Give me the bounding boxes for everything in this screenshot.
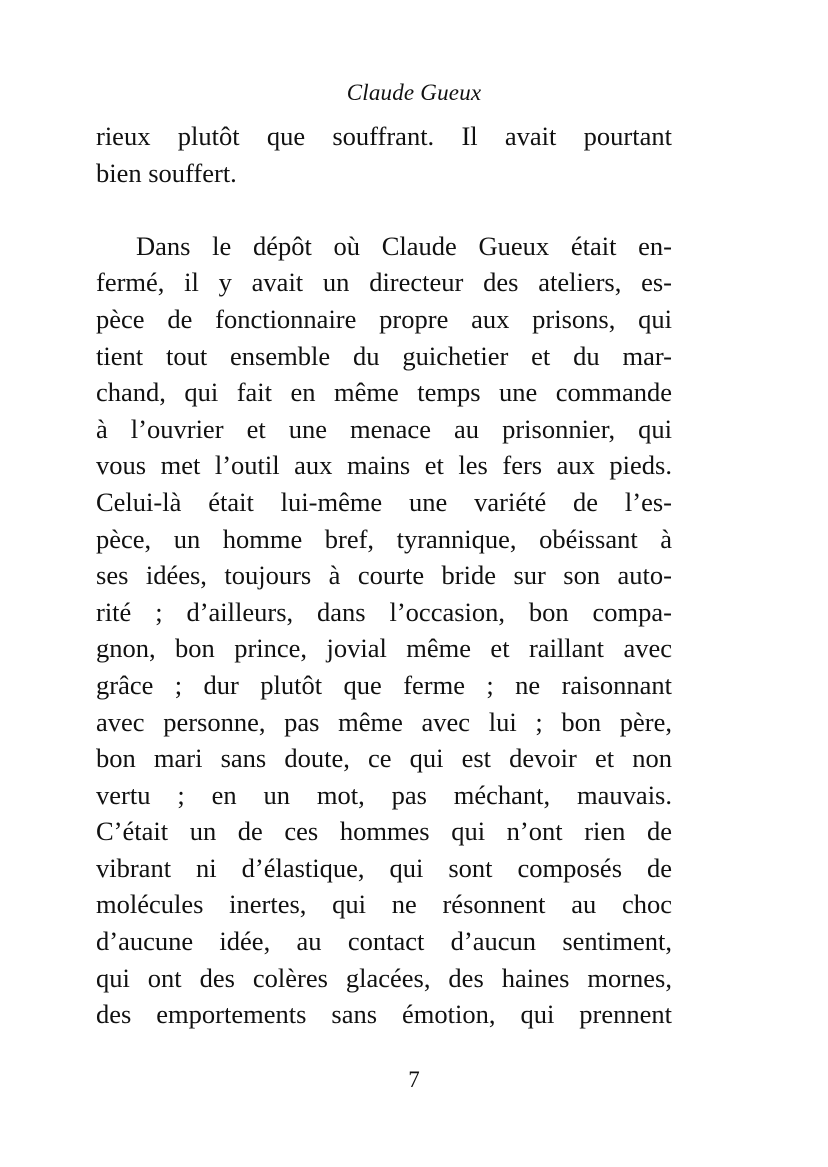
- text-line: avec personne, pas même avec lui ; bon père,: [96, 706, 672, 737]
- text-line: pèce, un homme bref, tyrannique, obéissant à: [96, 523, 672, 554]
- text-line: gnon, bon prince, jovial même et raillant avec: [96, 633, 672, 664]
- text-line: vertu ; en un mot, pas méchant, mauvais.: [96, 779, 672, 810]
- running-header: Claude Gueux: [346, 80, 482, 105]
- text-line: Dans le dépôt où Claude Gueux était en-: [136, 230, 672, 261]
- paragraph-gap: [96, 191, 672, 228]
- paragraph: [96, 118, 672, 191]
- text-line: bien souffert.: [96, 157, 237, 188]
- text-line: molécules inertes, qui ne résonnent au choc: [96, 889, 672, 920]
- text-line: pèce de fonctionnaire propre aux prisons, qui: [96, 303, 672, 334]
- text-line: des emportements sans émotion, qui prennent: [96, 999, 672, 1030]
- text-line: tient tout ensemble du guichetier et du mar-: [96, 340, 672, 371]
- paragraph: [96, 228, 672, 1033]
- text-line: grâce ; dur plutôt que ferme ; ne raisonnant: [96, 669, 672, 700]
- text-line: vibrant ni d’élastique, qui sont composés de: [96, 852, 672, 883]
- text-line: Celui-là était lui-même une variété de l’es-: [96, 486, 672, 517]
- body-text: [96, 118, 672, 1033]
- text-line: à l’ouvrier et une menace au prisonnier, qui: [96, 413, 672, 444]
- text-line: d’aucune idée, au contact d’aucun sentiment,: [96, 926, 672, 957]
- text-line: rieux plutôt que souffrant. Il avait pourtant: [96, 121, 672, 151]
- page-number: 7: [408, 1067, 420, 1092]
- text-line: ses idées, toujours à courte bride sur son auto-: [96, 560, 672, 591]
- text-line: qui ont des colères glacées, des haines mornes,: [96, 962, 672, 993]
- text-line: rité ; d’ailleurs, dans l’occasion, bon compa-: [96, 596, 672, 627]
- text-line: C’était un de ces hommes qui n’ont rien de: [96, 816, 672, 847]
- text-line: fermé, il y avait un directeur des ateliers, es-: [96, 267, 672, 298]
- text-line: chand, qui fait en même temps une commande: [96, 377, 672, 408]
- text-line: bon mari sans doute, ce qui est devoir et non: [96, 743, 672, 774]
- text-line: vous met l’outil aux mains et les fers aux pieds.: [96, 450, 672, 481]
